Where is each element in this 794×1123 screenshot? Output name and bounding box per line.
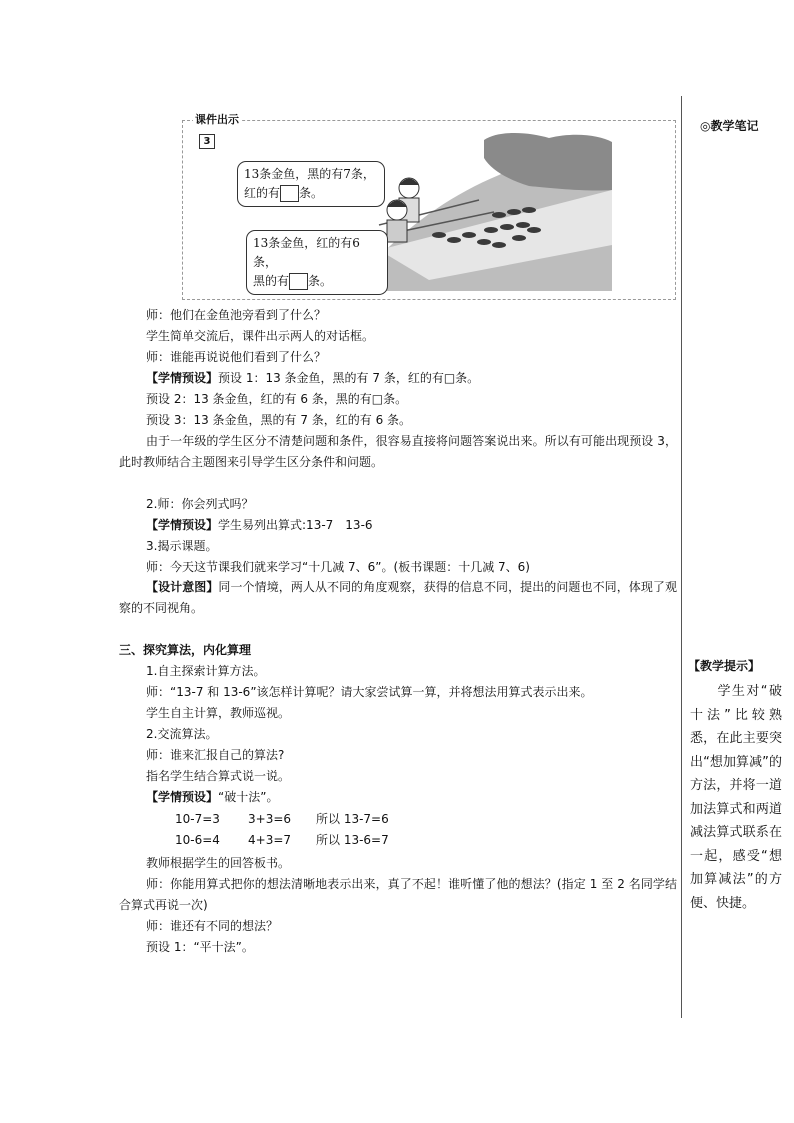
- section-heading: 三、探究算法，内化算理: [119, 643, 252, 657]
- preset-label: 【学情预设】: [146, 518, 219, 532]
- answer-blank-box: [289, 273, 308, 290]
- design-intent-paragraph: [119, 577, 677, 619]
- margin-divider: [681, 96, 682, 1018]
- courseware-number: 3: [199, 134, 215, 149]
- tip-body: [690, 680, 782, 915]
- text-line: 学生简单交流后，课件出示两人的对话框。: [146, 329, 375, 343]
- text-line: 师：谁还有不同的想法？: [146, 919, 279, 933]
- bubble1-line2a: 红的有: [244, 186, 281, 200]
- tip-title: 【教学提示】: [688, 659, 761, 673]
- text-line: 师：“13-7 和 13-6”该怎样计算呢？请大家尝试算一算，并将想法用算式表示出来。: [146, 685, 593, 699]
- text-line: 预设 2：13 条金鱼，红的有 6 条，黑的有□条。: [146, 392, 408, 406]
- equation: 所以 13-7=6: [316, 812, 389, 826]
- equation: 所以 13-6=7: [316, 833, 389, 847]
- text-line: 师：谁来汇报自己的算法?: [146, 748, 285, 762]
- text-line: 2.交流算法。: [146, 727, 218, 741]
- answer-blank-box: [280, 185, 299, 202]
- text-line: [146, 516, 373, 534]
- notes-title: ◎教学笔记: [700, 119, 759, 133]
- text-line: 指名学生结合算式说一说。: [146, 769, 291, 783]
- preset-text: 学生易列出算式:13-7 13-6: [218, 518, 373, 532]
- text-line: [146, 369, 479, 387]
- intent-text: 同一个情境，两人从不同的角度观察，获得的信息不同，提出的问题也不同，体现了观察的不同视角。: [119, 580, 677, 615]
- bubble2-line2b: 条。: [308, 274, 333, 288]
- equation: 10-6=4: [175, 833, 220, 847]
- equation: 3+3=6: [248, 812, 292, 826]
- speech-bubble-2: [246, 230, 388, 295]
- text-line: [146, 788, 278, 806]
- preset-label: 【学情预设】: [146, 790, 219, 804]
- text-line: 教师根据学生的回答板书。: [146, 856, 291, 870]
- text-line: 预设 1：“平十法”。: [146, 940, 254, 954]
- courseware-label: 课件出示: [195, 113, 239, 126]
- speech-bubble-1: [237, 161, 385, 207]
- text-line: 师：他们在金鱼池旁看到了什么？: [146, 308, 327, 322]
- text-line: 师：今天这节课我们就来学习“十几减 7、6”。(板书课题：十几减 7、6): [146, 560, 530, 574]
- tip-text: 学生对“破十法”比较熟悉，在此主要突出“想加算减”的方法，并将一道加法算式和两道减法算式联系在一起，感受“想加算减法”的方便、快捷。: [690, 684, 782, 911]
- preset-text: “破十法”。: [218, 790, 279, 804]
- text-line: 3.揭示课题。: [146, 539, 218, 553]
- intent-label: 【设计意图】: [146, 580, 219, 594]
- bubble2-line1: 13条金鱼，红的有6条，: [253, 236, 360, 269]
- text-line: 学生自主计算，教师巡视。: [146, 706, 291, 720]
- text-line: 1.自主探索计算方法。: [146, 664, 266, 678]
- paragraph: 师：你能用算式把你的想法清晰地表示出来，真了不起！谁听懂了他的想法？(指定 1 至 2 名同学结合算式再说一次): [119, 877, 677, 912]
- bubble1-line2b: 条。: [299, 186, 324, 200]
- bubble2-line2a: 黑的有: [253, 274, 290, 288]
- bubble1-line1: 13条金鱼，黑的有7条，: [244, 167, 375, 181]
- text-line: 师：谁能再说说他们看到了什么？: [146, 350, 327, 364]
- equation: 10-7=3: [175, 812, 220, 826]
- text-line: 预设 3：13 条金鱼，黑的有 7 条，红的有 6 条。: [146, 413, 412, 427]
- equation: 4+3=7: [248, 833, 292, 847]
- preset-text: 预设 1：13 条金鱼，黑的有 7 条，红的有□条。: [218, 371, 480, 385]
- preset-label: 【学情预设】: [146, 371, 219, 385]
- text-line: 2.师：你会列式吗？: [146, 497, 254, 511]
- paragraph: 由于一年级的学生区分不清楚问题和条件，很容易直接将问题答案说出来。所以有可能出现预设 3，此时教师结合主题图来引导学生区分条件和问题。: [119, 434, 677, 469]
